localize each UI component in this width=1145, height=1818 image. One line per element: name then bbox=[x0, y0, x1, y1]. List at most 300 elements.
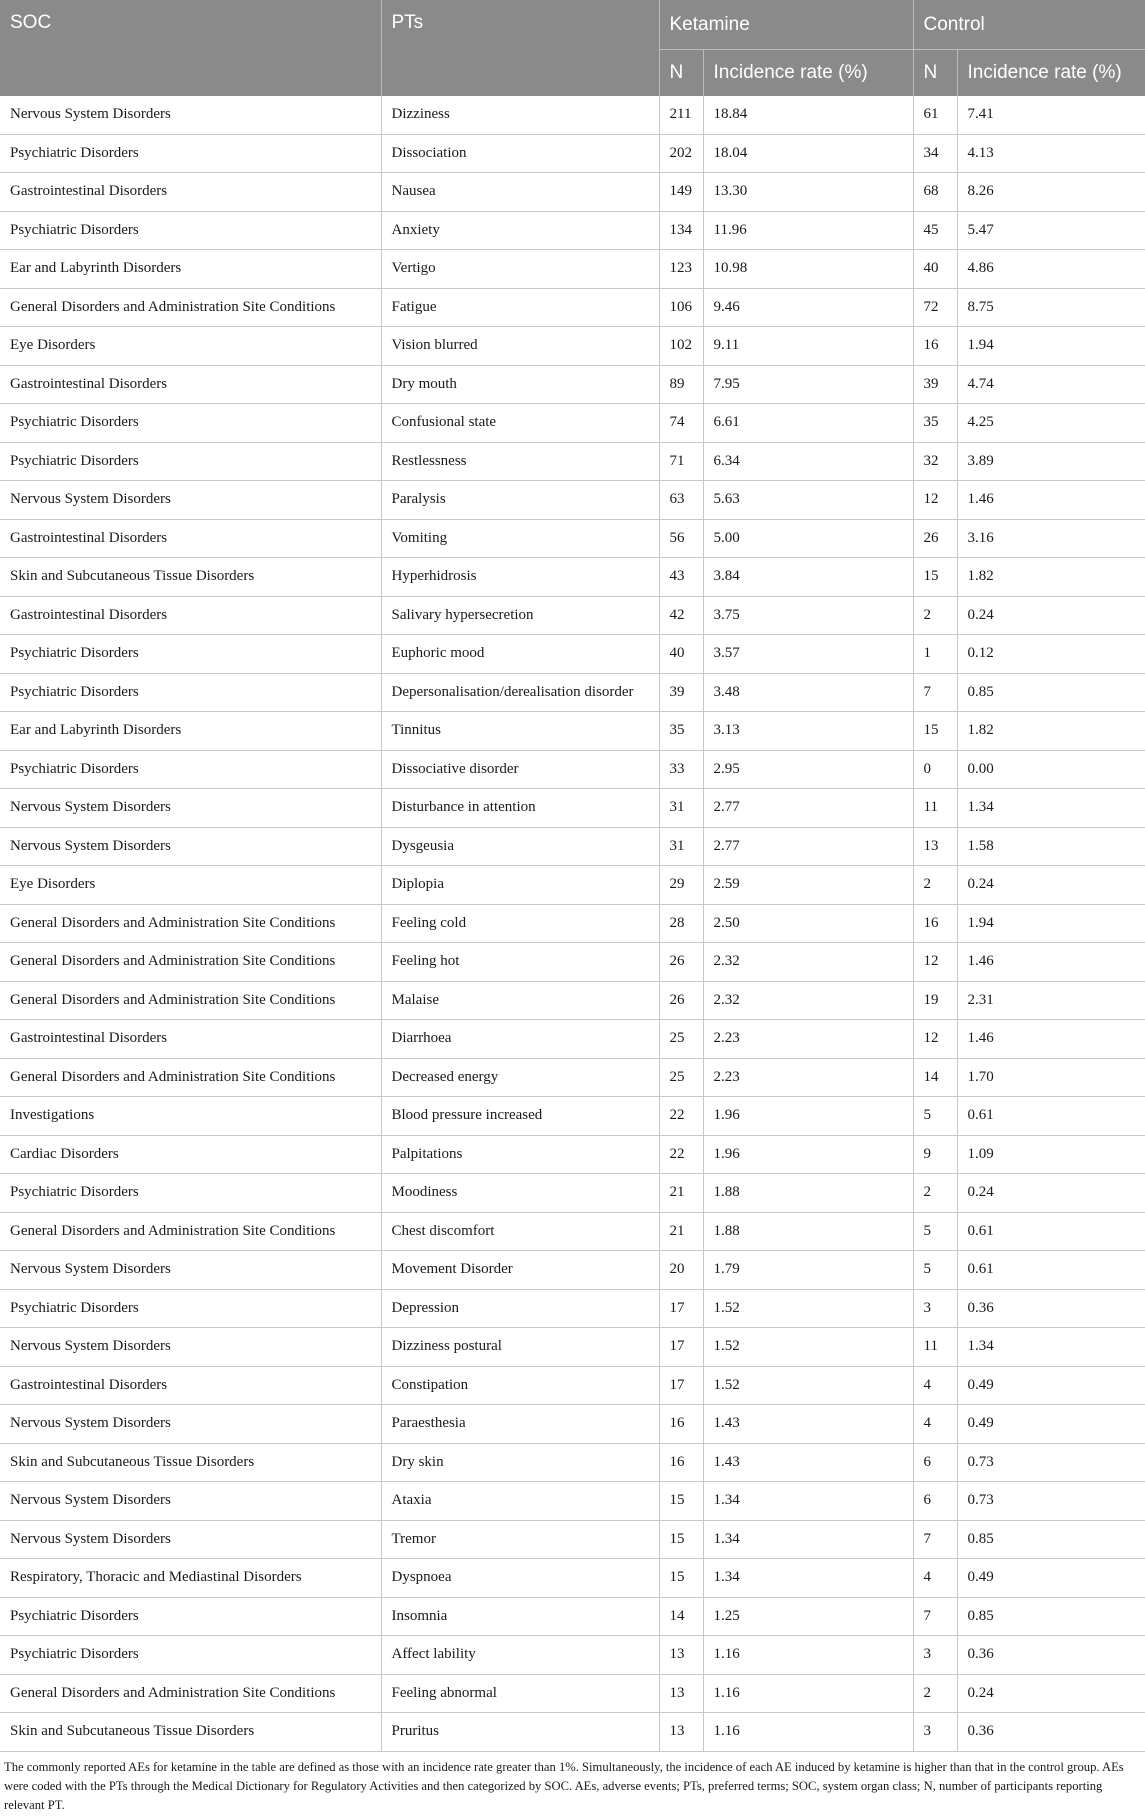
cell-ketamine-rate: 1.16 bbox=[703, 1713, 913, 1752]
table-row bbox=[0, 1097, 1145, 1136]
table-row bbox=[0, 981, 1145, 1020]
cell-pt: Diarrhoea bbox=[381, 1020, 659, 1059]
cell-pt: Moodiness bbox=[381, 1174, 659, 1213]
cell-control-n: 2 bbox=[913, 596, 957, 635]
cell-pt: Pruritus bbox=[381, 1713, 659, 1752]
cell-pt: Restlessness bbox=[381, 442, 659, 481]
table-row bbox=[0, 635, 1145, 674]
cell-ketamine-rate: 1.88 bbox=[703, 1174, 913, 1213]
cell-control-rate: 1.94 bbox=[957, 904, 1145, 943]
cell-control-rate: 1.46 bbox=[957, 943, 1145, 982]
table-row bbox=[0, 1058, 1145, 1097]
table-row bbox=[0, 596, 1145, 635]
cell-ketamine-n: 89 bbox=[659, 365, 703, 404]
cell-soc: Psychiatric Disorders bbox=[0, 1289, 381, 1328]
cell-soc: Psychiatric Disorders bbox=[0, 134, 381, 173]
cell-ketamine-rate: 2.59 bbox=[703, 866, 913, 905]
header-soc: SOC bbox=[0, 0, 381, 96]
cell-control-rate: 1.34 bbox=[957, 1328, 1145, 1367]
cell-soc: Eye Disorders bbox=[0, 327, 381, 366]
cell-ketamine-n: 56 bbox=[659, 519, 703, 558]
table-row bbox=[0, 827, 1145, 866]
cell-ketamine-rate: 18.84 bbox=[703, 96, 913, 134]
cell-pt: Movement Disorder bbox=[381, 1251, 659, 1290]
cell-ketamine-rate: 2.95 bbox=[703, 750, 913, 789]
cell-pt: Dysgeusia bbox=[381, 827, 659, 866]
cell-pt: Blood pressure increased bbox=[381, 1097, 659, 1136]
table-body bbox=[0, 96, 1145, 1751]
cell-control-rate: 0.24 bbox=[957, 1674, 1145, 1713]
cell-control-n: 2 bbox=[913, 1174, 957, 1213]
table-row bbox=[0, 712, 1145, 751]
table-row bbox=[0, 1328, 1145, 1367]
cell-ketamine-n: 33 bbox=[659, 750, 703, 789]
table-row bbox=[0, 1559, 1145, 1598]
cell-soc: General Disorders and Administration Site Conditions bbox=[0, 904, 381, 943]
cell-pt: Diplopia bbox=[381, 866, 659, 905]
table-row bbox=[0, 481, 1145, 520]
cell-ketamine-n: 16 bbox=[659, 1405, 703, 1444]
cell-ketamine-rate: 3.48 bbox=[703, 673, 913, 712]
cell-pt: Confusional state bbox=[381, 404, 659, 443]
cell-control-n: 39 bbox=[913, 365, 957, 404]
cell-ketamine-rate: 5.00 bbox=[703, 519, 913, 558]
cell-control-rate: 0.73 bbox=[957, 1443, 1145, 1482]
cell-control-n: 5 bbox=[913, 1251, 957, 1290]
table-row bbox=[0, 1020, 1145, 1059]
cell-control-rate: 3.16 bbox=[957, 519, 1145, 558]
cell-soc: Psychiatric Disorders bbox=[0, 1174, 381, 1213]
cell-control-n: 5 bbox=[913, 1212, 957, 1251]
cell-pt: Tinnitus bbox=[381, 712, 659, 751]
cell-ketamine-n: 15 bbox=[659, 1559, 703, 1598]
cell-control-n: 3 bbox=[913, 1289, 957, 1328]
cell-control-rate: 8.75 bbox=[957, 288, 1145, 327]
cell-ketamine-rate: 9.11 bbox=[703, 327, 913, 366]
cell-ketamine-rate: 1.52 bbox=[703, 1328, 913, 1367]
cell-control-n: 12 bbox=[913, 481, 957, 520]
cell-ketamine-rate: 9.46 bbox=[703, 288, 913, 327]
cell-control-n: 35 bbox=[913, 404, 957, 443]
cell-ketamine-rate: 1.52 bbox=[703, 1366, 913, 1405]
cell-control-n: 45 bbox=[913, 211, 957, 250]
cell-ketamine-rate: 7.95 bbox=[703, 365, 913, 404]
cell-control-rate: 0.24 bbox=[957, 596, 1145, 635]
cell-ketamine-rate: 1.34 bbox=[703, 1559, 913, 1598]
table-row bbox=[0, 1135, 1145, 1174]
cell-control-rate: 0.12 bbox=[957, 635, 1145, 674]
cell-control-n: 0 bbox=[913, 750, 957, 789]
cell-control-n: 26 bbox=[913, 519, 957, 558]
cell-ketamine-n: 40 bbox=[659, 635, 703, 674]
table-row bbox=[0, 250, 1145, 289]
table-row bbox=[0, 1713, 1145, 1752]
cell-control-n: 12 bbox=[913, 1020, 957, 1059]
cell-pt: Vomiting bbox=[381, 519, 659, 558]
cell-control-rate: 8.26 bbox=[957, 173, 1145, 212]
table-row bbox=[0, 1366, 1145, 1405]
cell-soc: Cardiac Disorders bbox=[0, 1135, 381, 1174]
cell-soc: Nervous System Disorders bbox=[0, 1328, 381, 1367]
table-row bbox=[0, 1443, 1145, 1482]
table-row bbox=[0, 673, 1145, 712]
header-pts: PTs bbox=[381, 0, 659, 96]
cell-control-n: 16 bbox=[913, 904, 957, 943]
cell-control-n: 6 bbox=[913, 1482, 957, 1521]
cell-control-rate: 0.61 bbox=[957, 1097, 1145, 1136]
cell-soc: Gastrointestinal Disorders bbox=[0, 1020, 381, 1059]
cell-ketamine-rate: 1.34 bbox=[703, 1520, 913, 1559]
cell-pt: Insomnia bbox=[381, 1597, 659, 1636]
cell-ketamine-rate: 5.63 bbox=[703, 481, 913, 520]
cell-control-rate: 0.36 bbox=[957, 1289, 1145, 1328]
cell-ketamine-rate: 6.61 bbox=[703, 404, 913, 443]
cell-soc: Ear and Labyrinth Disorders bbox=[0, 712, 381, 751]
cell-ketamine-rate: 1.96 bbox=[703, 1097, 913, 1136]
cell-ketamine-n: 22 bbox=[659, 1097, 703, 1136]
cell-pt: Paraesthesia bbox=[381, 1405, 659, 1444]
cell-soc: Nervous System Disorders bbox=[0, 481, 381, 520]
cell-soc: Psychiatric Disorders bbox=[0, 750, 381, 789]
cell-control-n: 11 bbox=[913, 1328, 957, 1367]
cell-control-n: 4 bbox=[913, 1366, 957, 1405]
cell-control-rate: 0.61 bbox=[957, 1212, 1145, 1251]
table-row bbox=[0, 519, 1145, 558]
cell-ketamine-n: 71 bbox=[659, 442, 703, 481]
table-header bbox=[0, 0, 1145, 96]
cell-control-rate: 0.49 bbox=[957, 1405, 1145, 1444]
cell-soc: Skin and Subcutaneous Tissue Disorders bbox=[0, 558, 381, 597]
cell-control-rate: 0.00 bbox=[957, 750, 1145, 789]
cell-pt: Vision blurred bbox=[381, 327, 659, 366]
cell-pt: Dissociative disorder bbox=[381, 750, 659, 789]
cell-ketamine-n: 20 bbox=[659, 1251, 703, 1290]
cell-soc: Nervous System Disorders bbox=[0, 1405, 381, 1444]
table-row bbox=[0, 750, 1145, 789]
cell-ketamine-rate: 2.23 bbox=[703, 1020, 913, 1059]
cell-pt: Ataxia bbox=[381, 1482, 659, 1521]
cell-pt: Hyperhidrosis bbox=[381, 558, 659, 597]
cell-soc: General Disorders and Administration Site Conditions bbox=[0, 288, 381, 327]
cell-ketamine-rate: 3.57 bbox=[703, 635, 913, 674]
cell-soc: Gastrointestinal Disorders bbox=[0, 1366, 381, 1405]
cell-ketamine-rate: 13.30 bbox=[703, 173, 913, 212]
table-row bbox=[0, 211, 1145, 250]
cell-soc: Skin and Subcutaneous Tissue Disorders bbox=[0, 1443, 381, 1482]
cell-ketamine-n: 29 bbox=[659, 866, 703, 905]
table-row bbox=[0, 904, 1145, 943]
cell-soc: General Disorders and Administration Site Conditions bbox=[0, 1212, 381, 1251]
cell-control-rate: 0.49 bbox=[957, 1559, 1145, 1598]
cell-control-n: 13 bbox=[913, 827, 957, 866]
cell-soc: Ear and Labyrinth Disorders bbox=[0, 250, 381, 289]
cell-ketamine-rate: 2.32 bbox=[703, 943, 913, 982]
cell-pt: Depersonalisation/derealisation disorder bbox=[381, 673, 659, 712]
cell-ketamine-n: 13 bbox=[659, 1713, 703, 1752]
cell-soc: Nervous System Disorders bbox=[0, 789, 381, 828]
table-row bbox=[0, 1674, 1145, 1713]
cell-ketamine-rate: 1.16 bbox=[703, 1674, 913, 1713]
cell-control-n: 7 bbox=[913, 1597, 957, 1636]
cell-pt: Affect lability bbox=[381, 1636, 659, 1675]
cell-pt: Dry skin bbox=[381, 1443, 659, 1482]
cell-pt: Dizziness postural bbox=[381, 1328, 659, 1367]
table-row bbox=[0, 943, 1145, 982]
cell-control-rate: 4.74 bbox=[957, 365, 1145, 404]
header-control-n: N bbox=[913, 50, 957, 97]
table-row bbox=[0, 1251, 1145, 1290]
cell-control-rate: 0.36 bbox=[957, 1713, 1145, 1752]
cell-control-rate: 1.70 bbox=[957, 1058, 1145, 1097]
table-row bbox=[0, 1597, 1145, 1636]
table-row bbox=[0, 365, 1145, 404]
cell-control-rate: 0.85 bbox=[957, 1520, 1145, 1559]
cell-control-rate: 0.36 bbox=[957, 1636, 1145, 1675]
cell-soc: Nervous System Disorders bbox=[0, 96, 381, 134]
cell-ketamine-n: 15 bbox=[659, 1520, 703, 1559]
cell-pt: Palpitations bbox=[381, 1135, 659, 1174]
cell-ketamine-n: 31 bbox=[659, 789, 703, 828]
cell-pt: Constipation bbox=[381, 1366, 659, 1405]
cell-pt: Malaise bbox=[381, 981, 659, 1020]
cell-ketamine-n: 102 bbox=[659, 327, 703, 366]
table-row bbox=[0, 789, 1145, 828]
cell-ketamine-n: 21 bbox=[659, 1174, 703, 1213]
cell-ketamine-n: 123 bbox=[659, 250, 703, 289]
cell-soc: Nervous System Disorders bbox=[0, 1482, 381, 1521]
cell-pt: Tremor bbox=[381, 1520, 659, 1559]
cell-control-n: 1 bbox=[913, 635, 957, 674]
table-row bbox=[0, 327, 1145, 366]
cell-ketamine-n: 211 bbox=[659, 96, 703, 134]
cell-pt: Euphoric mood bbox=[381, 635, 659, 674]
cell-control-n: 72 bbox=[913, 288, 957, 327]
cell-ketamine-rate: 3.75 bbox=[703, 596, 913, 635]
cell-pt: Disturbance in attention bbox=[381, 789, 659, 828]
table-row bbox=[0, 866, 1145, 905]
cell-control-rate: 0.61 bbox=[957, 1251, 1145, 1290]
cell-control-rate: 0.24 bbox=[957, 1174, 1145, 1213]
cell-pt: Feeling hot bbox=[381, 943, 659, 982]
cell-control-n: 2 bbox=[913, 866, 957, 905]
cell-pt: Paralysis bbox=[381, 481, 659, 520]
cell-soc: General Disorders and Administration Site Conditions bbox=[0, 1058, 381, 1097]
cell-ketamine-n: 42 bbox=[659, 596, 703, 635]
cell-soc: Psychiatric Disorders bbox=[0, 635, 381, 674]
cell-control-n: 61 bbox=[913, 96, 957, 134]
cell-control-n: 3 bbox=[913, 1636, 957, 1675]
cell-control-n: 68 bbox=[913, 173, 957, 212]
cell-soc: Skin and Subcutaneous Tissue Disorders bbox=[0, 1713, 381, 1752]
cell-soc: Psychiatric Disorders bbox=[0, 1636, 381, 1675]
table-row bbox=[0, 173, 1145, 212]
cell-ketamine-rate: 1.79 bbox=[703, 1251, 913, 1290]
cell-control-n: 4 bbox=[913, 1559, 957, 1598]
cell-soc: Nervous System Disorders bbox=[0, 1251, 381, 1290]
table-row bbox=[0, 442, 1145, 481]
cell-ketamine-n: 13 bbox=[659, 1636, 703, 1675]
cell-ketamine-n: 14 bbox=[659, 1597, 703, 1636]
cell-pt: Fatigue bbox=[381, 288, 659, 327]
cell-ketamine-n: 17 bbox=[659, 1366, 703, 1405]
table-row bbox=[0, 404, 1145, 443]
cell-control-n: 4 bbox=[913, 1405, 957, 1444]
table-row bbox=[0, 1174, 1145, 1213]
table-row bbox=[0, 134, 1145, 173]
cell-control-n: 15 bbox=[913, 712, 957, 751]
cell-ketamine-rate: 6.34 bbox=[703, 442, 913, 481]
cell-soc: Gastrointestinal Disorders bbox=[0, 365, 381, 404]
cell-control-rate: 4.25 bbox=[957, 404, 1145, 443]
table-row bbox=[0, 1405, 1145, 1444]
table-row bbox=[0, 1636, 1145, 1675]
cell-ketamine-rate: 3.84 bbox=[703, 558, 913, 597]
cell-ketamine-n: 15 bbox=[659, 1482, 703, 1521]
cell-ketamine-n: 35 bbox=[659, 712, 703, 751]
cell-ketamine-rate: 1.34 bbox=[703, 1482, 913, 1521]
table-row bbox=[0, 96, 1145, 134]
cell-control-n: 19 bbox=[913, 981, 957, 1020]
cell-ketamine-n: 26 bbox=[659, 981, 703, 1020]
cell-ketamine-rate: 1.52 bbox=[703, 1289, 913, 1328]
cell-ketamine-n: 28 bbox=[659, 904, 703, 943]
cell-soc: General Disorders and Administration Site Conditions bbox=[0, 1674, 381, 1713]
cell-control-n: 2 bbox=[913, 1674, 957, 1713]
cell-control-rate: 4.86 bbox=[957, 250, 1145, 289]
cell-ketamine-n: 74 bbox=[659, 404, 703, 443]
cell-pt: Anxiety bbox=[381, 211, 659, 250]
cell-ketamine-n: 31 bbox=[659, 827, 703, 866]
cell-control-n: 14 bbox=[913, 1058, 957, 1097]
cell-soc: Gastrointestinal Disorders bbox=[0, 519, 381, 558]
cell-pt: Decreased energy bbox=[381, 1058, 659, 1097]
cell-control-rate: 1.82 bbox=[957, 712, 1145, 751]
cell-ketamine-rate: 2.50 bbox=[703, 904, 913, 943]
cell-soc: Psychiatric Disorders bbox=[0, 442, 381, 481]
cell-control-rate: 5.47 bbox=[957, 211, 1145, 250]
header-ketamine: Ketamine bbox=[659, 0, 913, 50]
cell-control-n: 40 bbox=[913, 250, 957, 289]
cell-ketamine-n: 21 bbox=[659, 1212, 703, 1251]
cell-ketamine-n: 202 bbox=[659, 134, 703, 173]
cell-control-n: 32 bbox=[913, 442, 957, 481]
cell-pt: Feeling cold bbox=[381, 904, 659, 943]
cell-soc: Psychiatric Disorders bbox=[0, 211, 381, 250]
cell-pt: Dissociation bbox=[381, 134, 659, 173]
cell-ketamine-rate: 2.77 bbox=[703, 827, 913, 866]
table-row bbox=[0, 1289, 1145, 1328]
cell-ketamine-rate: 1.88 bbox=[703, 1212, 913, 1251]
cell-control-rate: 1.46 bbox=[957, 481, 1145, 520]
cell-control-rate: 4.13 bbox=[957, 134, 1145, 173]
cell-soc: Eye Disorders bbox=[0, 866, 381, 905]
cell-ketamine-n: 17 bbox=[659, 1328, 703, 1367]
cell-control-n: 7 bbox=[913, 1520, 957, 1559]
table-row bbox=[0, 558, 1145, 597]
cell-ketamine-n: 149 bbox=[659, 173, 703, 212]
cell-control-rate: 1.09 bbox=[957, 1135, 1145, 1174]
table-row bbox=[0, 1212, 1145, 1251]
cell-control-rate: 3.89 bbox=[957, 442, 1145, 481]
cell-pt: Nausea bbox=[381, 173, 659, 212]
header-ketamine-incidence: Incidence rate (%) bbox=[703, 50, 913, 97]
cell-control-n: 9 bbox=[913, 1135, 957, 1174]
cell-soc: Gastrointestinal Disorders bbox=[0, 596, 381, 635]
header-ketamine-n: N bbox=[659, 50, 703, 97]
cell-control-rate: 7.41 bbox=[957, 96, 1145, 134]
cell-soc: Respiratory, Thoracic and Mediastinal Disorders bbox=[0, 1559, 381, 1598]
cell-ketamine-n: 25 bbox=[659, 1058, 703, 1097]
cell-ketamine-n: 63 bbox=[659, 481, 703, 520]
cell-control-n: 16 bbox=[913, 327, 957, 366]
cell-control-n: 34 bbox=[913, 134, 957, 173]
cell-soc: Psychiatric Disorders bbox=[0, 1597, 381, 1636]
cell-ketamine-n: 39 bbox=[659, 673, 703, 712]
cell-control-rate: 0.85 bbox=[957, 673, 1145, 712]
cell-ketamine-n: 134 bbox=[659, 211, 703, 250]
cell-pt: Dry mouth bbox=[381, 365, 659, 404]
cell-ketamine-n: 13 bbox=[659, 1674, 703, 1713]
header-control-incidence: Incidence rate (%) bbox=[957, 50, 1145, 97]
cell-pt: Salivary hypersecretion bbox=[381, 596, 659, 635]
header-control: Control bbox=[913, 0, 1145, 50]
cell-control-rate: 0.24 bbox=[957, 866, 1145, 905]
cell-ketamine-rate: 1.16 bbox=[703, 1636, 913, 1675]
cell-ketamine-n: 16 bbox=[659, 1443, 703, 1482]
cell-ketamine-rate: 2.23 bbox=[703, 1058, 913, 1097]
cell-control-n: 7 bbox=[913, 673, 957, 712]
cell-pt: Dizziness bbox=[381, 96, 659, 134]
cell-control-n: 11 bbox=[913, 789, 957, 828]
cell-pt: Chest discomfort bbox=[381, 1212, 659, 1251]
cell-control-rate: 1.46 bbox=[957, 1020, 1145, 1059]
cell-ketamine-rate: 18.04 bbox=[703, 134, 913, 173]
cell-ketamine-rate: 1.43 bbox=[703, 1443, 913, 1482]
table-row bbox=[0, 288, 1145, 327]
cell-control-rate: 1.58 bbox=[957, 827, 1145, 866]
cell-soc: Psychiatric Disorders bbox=[0, 404, 381, 443]
cell-ketamine-rate: 10.98 bbox=[703, 250, 913, 289]
table-footnote: The commonly reported AEs for ketamine in the table are defined as those with an incidence rate greater than 1%. Simultaneously, the incidence of each AE induced by ketamine is higher than that in the control group. AEs were coded with the PTs through the Medical Dictionary for Regulatory Activities and then categorized by SOC. AEs, adverse events; PTs, preferred terms; SOC, system organ class; N, number of participants reporting relevant PT. bbox=[4, 1759, 1124, 1812]
cell-ketamine-rate: 1.43 bbox=[703, 1405, 913, 1444]
cell-control-rate: 0.49 bbox=[957, 1366, 1145, 1405]
cell-ketamine-n: 43 bbox=[659, 558, 703, 597]
cell-soc: General Disorders and Administration Site Conditions bbox=[0, 943, 381, 982]
cell-ketamine-n: 17 bbox=[659, 1289, 703, 1328]
cell-ketamine-rate: 2.32 bbox=[703, 981, 913, 1020]
cell-pt: Dyspnoea bbox=[381, 1559, 659, 1598]
cell-soc: Nervous System Disorders bbox=[0, 1520, 381, 1559]
cell-control-rate: 1.34 bbox=[957, 789, 1145, 828]
cell-control-rate: 2.31 bbox=[957, 981, 1145, 1020]
cell-soc: Gastrointestinal Disorders bbox=[0, 173, 381, 212]
cell-control-rate: 1.82 bbox=[957, 558, 1145, 597]
cell-control-n: 5 bbox=[913, 1097, 957, 1136]
cell-control-rate: 0.85 bbox=[957, 1597, 1145, 1636]
cell-ketamine-n: 22 bbox=[659, 1135, 703, 1174]
cell-ketamine-rate: 11.96 bbox=[703, 211, 913, 250]
cell-control-rate: 0.73 bbox=[957, 1482, 1145, 1521]
cell-control-n: 12 bbox=[913, 943, 957, 982]
table-row bbox=[0, 1520, 1145, 1559]
cell-ketamine-rate: 3.13 bbox=[703, 712, 913, 751]
cell-control-n: 6 bbox=[913, 1443, 957, 1482]
cell-ketamine-rate: 1.96 bbox=[703, 1135, 913, 1174]
cell-control-n: 15 bbox=[913, 558, 957, 597]
cell-soc: Psychiatric Disorders bbox=[0, 673, 381, 712]
cell-ketamine-rate: 2.77 bbox=[703, 789, 913, 828]
cell-soc: Nervous System Disorders bbox=[0, 827, 381, 866]
